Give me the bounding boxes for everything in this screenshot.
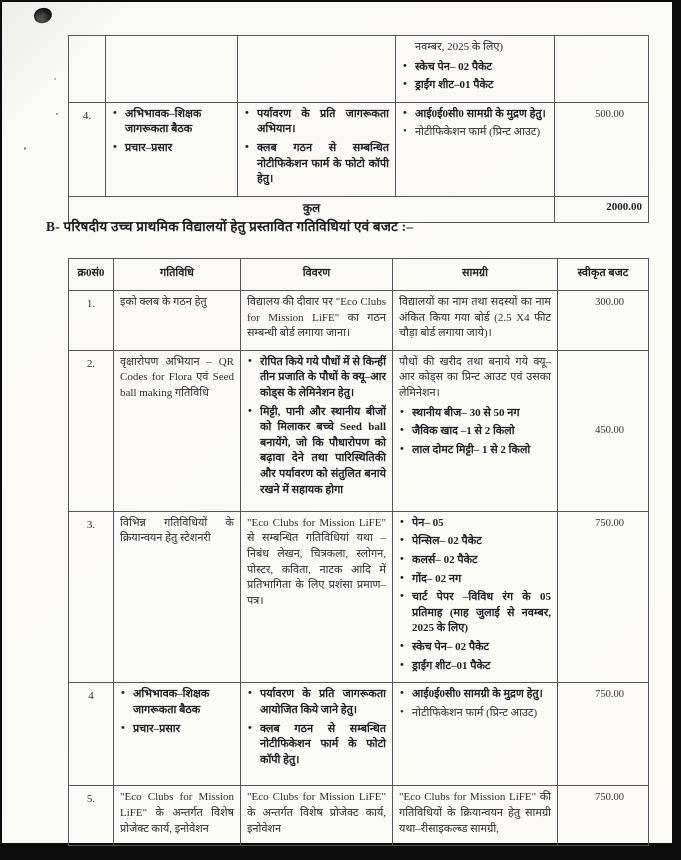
cell-materials [393, 291, 558, 351]
bullet-item: • प्रचार–प्रसार [112, 141, 231, 157]
bullet-item: • स्केच पेन– 02 पैकेट [402, 60, 548, 76]
cell-materials [393, 511, 558, 682]
bullet-list [399, 516, 551, 674]
bullet-item: • आई0ई0सी0 सामग्री के मुद्रण हेतु। [399, 687, 551, 703]
bullet-item: • जैविक खाद –1 से 2 किलो [399, 424, 551, 440]
cell-materials [393, 786, 558, 846]
total-label: कुल [69, 196, 555, 222]
cell-serial: 4. [69, 102, 106, 196]
table-row [69, 102, 649, 196]
cell-serial [69, 36, 106, 103]
cell-text: विभिन्न गतिविधियों के क्रियान्वयन हेतु स्टेशनरी [120, 516, 234, 545]
header-row [69, 259, 649, 291]
scanned-page [2, 2, 672, 843]
cell-activity [106, 102, 238, 196]
cell-text: "Eco Clubs for Mission LiFE" से सम्बन्धित गतिविधियां यथा – निबंध लेखन, चित्रकला, स्लोगन, पोस्टर, कविता, नाटक आदि में प्रतिभागिता के लिए प्रशंसा प्रमाण–पत्र। [247, 516, 386, 607]
bullet-item: • चार्ट पेपर –विविध रंग के 05 प्रतिमाह (माह जुलाई से नवम्बर, 2025 के लिए) [399, 590, 551, 637]
table-row [69, 36, 649, 103]
cell-materials [396, 36, 555, 103]
column-header-materials: सामग्री [393, 259, 558, 291]
bullet-item: • रोपित किये गये पौधों में से किन्हीं तीन प्रजाति के पौधों के क्यू–आर कोड्स के लेमिनेशन हेतु। [247, 355, 386, 402]
cell-details [238, 36, 396, 103]
bullet-item: • नोटीफिकेशन फार्म (प्रिन्ट आउट) [399, 706, 551, 722]
bullet-item: • ड्राईंग शीट–01 पैकेट [402, 78, 548, 94]
cell-activity [114, 786, 241, 846]
cell-details [238, 102, 396, 196]
table-row [69, 350, 649, 511]
bullet-list [399, 687, 551, 721]
cell-details [241, 291, 393, 351]
bullet-item: • लाल दोमट मिट्टी– 1 से 2 किलो [399, 443, 551, 459]
cell-serial: 4 [69, 683, 114, 786]
table-row [69, 291, 649, 351]
cell-budget: 750.00 [558, 786, 649, 846]
bullet-list [247, 355, 386, 498]
table-row [69, 511, 649, 682]
bullet-list [402, 60, 548, 94]
cell-activity [106, 36, 238, 103]
bullet-item: • पेन्सिल– 02 पैकेट [399, 534, 551, 550]
cell-text: "Eco Clubs for Mission LiFE" के अन्तर्गत विशेष प्रोजेक्ट कार्य, इनोवेशन [247, 791, 386, 835]
cell-materials [396, 102, 555, 196]
bullet-item: • कलर्स– 02 पैकेट [399, 553, 551, 569]
cell-activity [114, 511, 241, 682]
column-header-activity: गतिविधि [114, 259, 241, 291]
bullet-item: • आई0ई0सी0 सामग्री के मुद्रण हेतु। [402, 107, 548, 123]
cell-budget: 750.00 [558, 683, 649, 786]
cell-materials [393, 350, 558, 511]
cell-text: पौधों की खरीद तथा बनाये गये क्यू–आर कोड्स का प्रिन्ट आउट एवं उसका लेमिनेशन। [399, 355, 551, 400]
bullet-list [247, 687, 386, 768]
bullet-item: • मिट्टी, पानी और स्थानीय बीजों को मिलाकर बच्चे Seed ball बनायेंगे, जो कि पौधारोपण को बढ़ावा देने तथा पारिस्थितिकी और पर्यावरण को संतुलित बनाये रखने में सहायक होगा [247, 405, 386, 499]
cell-serial: 5. [69, 786, 114, 846]
cell-budget: 450.00 [558, 350, 649, 511]
bullet-list [120, 687, 234, 737]
cell-text: विद्यालयों का नाम तथा सदस्यों का नाम अंकित किया गया बोर्ड (2.5 X4 फीट चौड़ा बोर्ड लगाया जाये)। [399, 296, 551, 340]
cell-text: विद्यालय की दीवार पर "Eco Clubs for Mission LiFE" का गठन सम्बन्धी बोर्ड लगाया जाना। [247, 296, 386, 340]
cell-details [241, 683, 393, 786]
column-header-details: विवरण [241, 259, 393, 291]
column-header-serial: क्र0सं0 [69, 259, 114, 291]
bullet-item: • पर्यावरण के प्रति जागरूकता आयोजित किये जाने हेतु। [247, 687, 386, 718]
cell-budget [555, 36, 649, 103]
cell-budget: 750.00 [558, 511, 649, 682]
section-b-table [68, 258, 649, 846]
cell-text: "Eco Clubs for Mission LiFE" के अन्तर्गत विशेष प्रोजेक्ट कार्य, इनोवेशन [120, 791, 234, 835]
bullet-item: • क्लब गठन से सम्बन्धित नोटीफिकेशन फार्म के फोटो कॉपी हेतु। [247, 722, 386, 769]
cell-budget: 300.00 [558, 291, 649, 351]
bullet-item: • स्थानीय बीज– 30 से 50 नग [399, 406, 551, 422]
bullet-item: • गोंद– 02 नग [399, 572, 551, 588]
bullet-item: • ड्राईंग शीट–01 पैकेट [399, 659, 551, 675]
bullet-item: • नोटीफिकेशन फार्म (प्रिन्ट आउट) [402, 125, 548, 141]
bullet-list [112, 107, 231, 157]
bullet-item: • पेन– 05 [399, 516, 551, 532]
bullet-list [402, 107, 548, 141]
bullet-list [399, 406, 551, 459]
cell-details [241, 511, 393, 682]
cell-details [241, 786, 393, 846]
bullet-item: • प्रचार–प्रसार [120, 722, 234, 738]
cell-text: "Eco Clubs for Mission LiFE" की गतिविधियों के क्रियान्वयन हेतु सामग्री यथा–रीसाइकल्ब्ड सामग्री, [399, 791, 551, 835]
ink-speck [54, 78, 56, 80]
ink-speck [24, 147, 26, 150]
cell-activity [114, 350, 241, 511]
bullet-item: • पर्यावरण के प्रति जागरूकता अभियान। [244, 107, 389, 138]
cell-serial: 3. [69, 511, 114, 682]
cell-serial: 2. [69, 350, 114, 511]
cell-activity [114, 291, 241, 351]
cell-text: इको क्लब के गठन हेतु [120, 296, 207, 308]
ink-speck [56, 113, 58, 115]
table-row [69, 786, 649, 846]
total-value: 2000.00 [555, 196, 649, 222]
bullet-item: • क्लब गठन से सम्बन्धित नोटीफिकेशन फार्म के फोटो कॉपी हेतु। [244, 141, 389, 188]
page-title: B- परिषदीय उच्च प्राथमिक विद्यालयों हेतु प्रस्तावित गतिविधियां एवं बजट :– [46, 219, 414, 234]
bullet-item: • अभिभावक–शिक्षक जागरूकता बैठक [112, 107, 231, 138]
cell-serial: 1. [69, 291, 114, 351]
section-a-table [68, 35, 649, 223]
bullet-item: • अभिभावक–शिक्षक जागरूकता बैठक [120, 687, 234, 718]
bullet-item: • स्केच पेन– 02 पैकेट [399, 640, 551, 656]
column-header-budget: स्वीकृत बजट [558, 259, 649, 291]
bullet-list [244, 107, 389, 188]
table-row [69, 683, 649, 786]
cell-text: वृक्षारोपण अभियान – QR Codes for Flora एवं Seed ball making गतिविधि [120, 355, 234, 400]
cell-budget: 500.00 [555, 102, 649, 196]
punch-hole-mark [33, 7, 53, 25]
cell-text: नवम्बर, 2025 के लिए) [415, 41, 504, 53]
cell-details [241, 350, 393, 511]
cell-materials [393, 683, 558, 786]
cell-activity [114, 683, 241, 786]
